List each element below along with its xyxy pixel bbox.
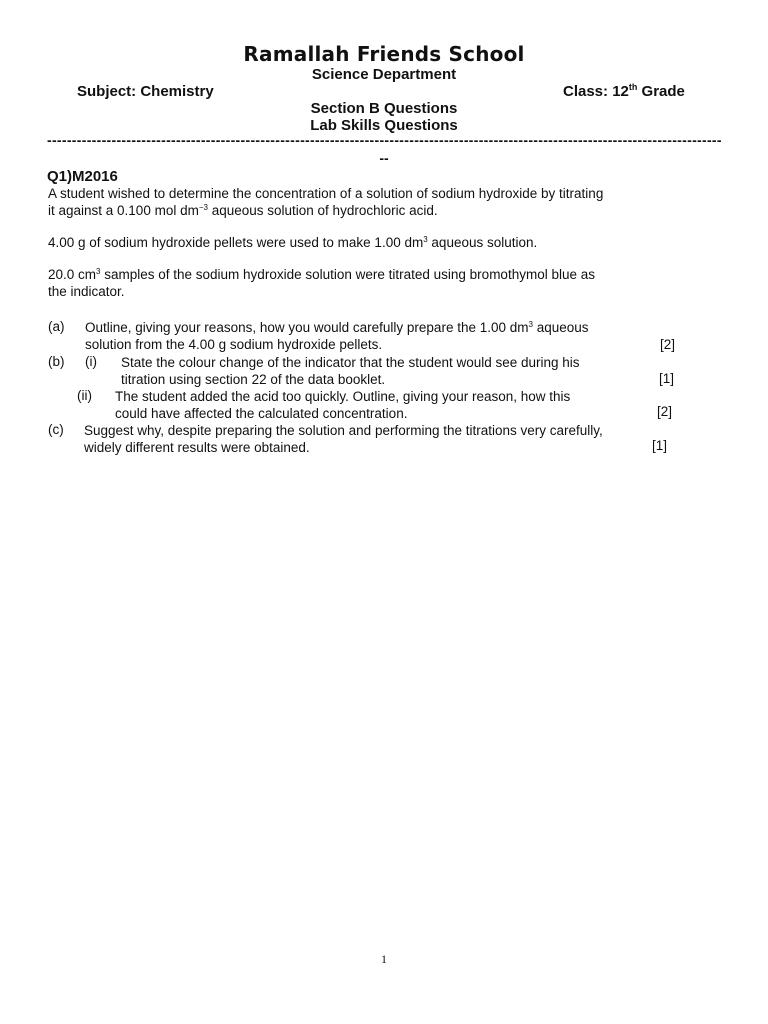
- class-label: [563, 83, 685, 100]
- subject-label: Subject: Chemistry: [77, 83, 214, 100]
- header-divider-tail: --: [379, 150, 389, 166]
- part-b-ii-line-2: could have affected the calculated concentration.: [115, 406, 408, 421]
- part-a-line-1-text: Outline, giving your reasons, how you would carefully prepare the 1.00 dm: [85, 320, 529, 335]
- part-b-ii-line-1: The student added the acid too quickly. Outline, giving your reason, how this: [115, 389, 571, 404]
- intro-2-exponent: 3: [423, 235, 428, 244]
- part-a-exponent: 3: [528, 320, 533, 329]
- intro-2-tail: aqueous solution.: [427, 235, 538, 250]
- part-b-i-label: (i): [85, 354, 97, 369]
- section-title: Section B Questions: [310, 100, 458, 117]
- class-prefix: Class: 12: [563, 83, 629, 100]
- part-b-i-line-1: State the colour change of the indicator that the student would see during his: [121, 355, 580, 370]
- intro-2-text: 4.00 g of sodium hydroxide pellets were used to make 1.00 dm: [48, 235, 424, 250]
- part-b-ii-marks: [2]: [657, 404, 673, 419]
- part-b-i-text: [121, 354, 580, 388]
- part-b-ii-label: (ii): [77, 388, 92, 403]
- intro-paragraph-2: [48, 234, 537, 251]
- class-superscript: th: [628, 82, 638, 92]
- lab-title: Lab Skills Questions: [310, 117, 458, 134]
- part-a-line-2: solution from the 4.00 g sodium hydroxide pellets.: [85, 337, 383, 352]
- page-number: 1: [381, 952, 387, 966]
- part-b-ii-text: [115, 388, 570, 422]
- intro-1-exponent: −3: [198, 203, 208, 212]
- intro-3-tail: samples of the sodium hydroxide solution were titrated using bromothymol blue as: [100, 267, 595, 282]
- part-a-marks: [2]: [660, 337, 676, 352]
- part-a-line-1: [85, 319, 589, 336]
- part-a-line-1-tail: aqueous: [532, 320, 589, 335]
- intro-1-line-2-text: it against a 0.100 mol dm: [48, 203, 199, 218]
- header-divider: ----------------------------------------------------------------------------------------------------------------------------------------: [47, 132, 722, 148]
- intro-1-line-1: A student wished to determine the concentration of a solution of sodium hydroxide by titrating: [48, 186, 604, 201]
- part-c-text: [84, 422, 603, 456]
- department-title: Science Department: [311, 66, 457, 83]
- intro-1-line-2-tail: aqueous solution of hydrochloric acid.: [207, 203, 438, 218]
- intro-paragraph-1: [48, 185, 603, 219]
- intro-3-line-2: the indicator.: [48, 284, 125, 299]
- question-title: Q1)M2016: [47, 168, 118, 185]
- part-c-marks: [1]: [652, 438, 668, 453]
- part-b-i-marks: [1]: [659, 371, 675, 386]
- intro-3-line-1: [48, 266, 595, 283]
- part-a-label: (a): [48, 319, 65, 334]
- part-c-label: (c): [48, 422, 64, 437]
- intro-3-exponent: 3: [96, 267, 101, 276]
- intro-1-line-2: [48, 202, 603, 219]
- part-a-text: [85, 319, 589, 353]
- part-c-line-2: widely different results were obtained.: [84, 440, 310, 455]
- part-b-label: (b): [48, 354, 65, 369]
- intro-paragraph-3: [48, 266, 595, 300]
- intro-3-text: 20.0 cm: [48, 267, 97, 282]
- class-suffix: Grade: [637, 83, 685, 100]
- part-b-i-line-2: titration using section 22 of the data booklet.: [121, 372, 386, 387]
- part-c-line-1: Suggest why, despite preparing the solution and performing the titrations very carefully,: [84, 423, 603, 438]
- school-name: Ramallah Friends School: [243, 42, 525, 66]
